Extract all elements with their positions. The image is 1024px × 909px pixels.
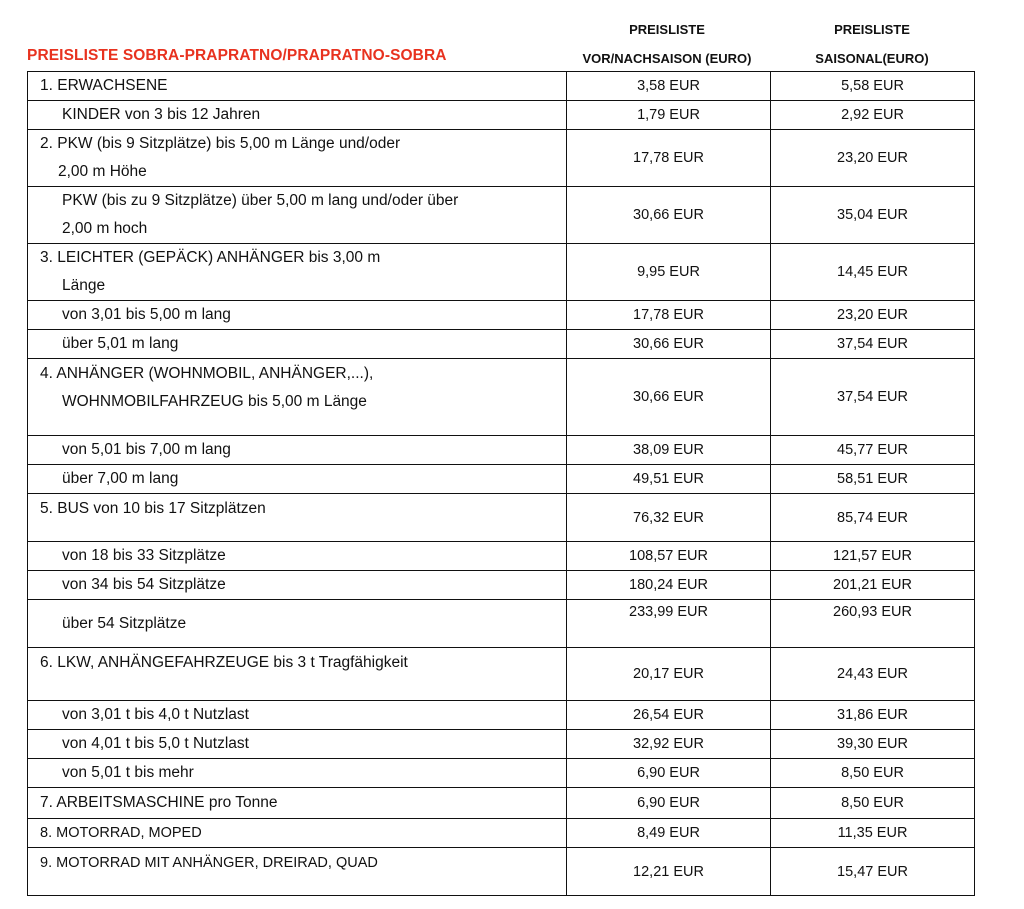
row-description-text: 4. ANHÄNGER (WOHNMOBIL, ANHÄNGER,...),: [40, 365, 374, 382]
price-season: 260,93 EUR: [771, 600, 975, 648]
page-title: PREISLISTE SOBRA-PRAPRATNO/PRAPRATNO-SOBRA: [27, 47, 447, 64]
row-description-text: 2. PKW (bis 9 Sitzplätze) bis 5,00 m Länge und/oder: [40, 135, 401, 152]
price-season: 45,77 EUR: [771, 436, 975, 465]
price-off-season: 76,32 EUR: [567, 494, 771, 542]
table-row: [28, 187, 975, 244]
price-off-season: 233,99 EUR: [567, 600, 771, 648]
price-off-season: 17,78 EUR: [567, 301, 771, 330]
table-row: [28, 494, 975, 542]
table-row: [28, 130, 975, 187]
row-description: [28, 848, 567, 896]
price-season: 58,51 EUR: [771, 465, 975, 494]
price-season: 31,86 EUR: [771, 701, 975, 730]
table-row: [28, 542, 975, 571]
price-off-season: 30,66 EUR: [567, 359, 771, 436]
row-description: [28, 600, 567, 648]
price-off-season: 49,51 EUR: [567, 465, 771, 494]
price-off-season: 17,78 EUR: [567, 130, 771, 187]
price-off-season: 26,54 EUR: [567, 701, 771, 730]
row-description-text: 1. ERWACHSENE: [40, 77, 168, 94]
price-season: 35,04 EUR: [771, 187, 975, 244]
table-row: [28, 436, 975, 465]
row-description-text: 7. ARBEITSMASCHINE pro Tonne: [40, 794, 278, 811]
row-description-text: PKW (bis zu 9 Sitzplätze) über 5,00 m lang und/oder über: [62, 192, 459, 209]
row-description: [28, 730, 567, 759]
row-description-text: von 5,01 bis 7,00 m lang: [62, 441, 231, 458]
table-row: [28, 788, 975, 819]
table-row: [28, 72, 975, 101]
table-row: [28, 465, 975, 494]
row-description: [28, 330, 567, 359]
price-season: 15,47 EUR: [771, 848, 975, 896]
row-description: [28, 130, 567, 187]
price-season: 24,43 EUR: [771, 648, 975, 701]
table-row: [28, 101, 975, 130]
row-description: [28, 187, 567, 244]
row-description: [28, 701, 567, 730]
price-season: 14,45 EUR: [771, 244, 975, 301]
row-description: [28, 359, 567, 436]
table-row: [28, 571, 975, 600]
price-season: 85,74 EUR: [771, 494, 975, 542]
table-row: [28, 819, 975, 848]
price-season: 39,30 EUR: [771, 730, 975, 759]
price-off-season: 3,58 EUR: [567, 72, 771, 101]
price-off-season: 6,90 EUR: [567, 788, 771, 819]
table-row: [28, 759, 975, 788]
row-description-continuation: Länge: [62, 277, 106, 294]
price-season: 121,57 EUR: [771, 542, 975, 571]
table-row: [28, 301, 975, 330]
row-description-text: 3. LEICHTER (GEPÄCK) ANHÄNGER bis 3,00 m: [40, 249, 381, 266]
row-description-continuation: WOHNMOBILFAHRZEUG bis 5,00 m Länge: [62, 393, 367, 410]
row-description: [28, 244, 567, 301]
row-description: [28, 819, 567, 848]
column-header-off-season-line-1: PREISLISTE: [629, 22, 705, 37]
table-row: [28, 848, 975, 896]
price-season: 11,35 EUR: [771, 819, 975, 848]
row-description: [28, 542, 567, 571]
price-season: 37,54 EUR: [771, 359, 975, 436]
row-description: [28, 759, 567, 788]
row-description-text: von 3,01 bis 5,00 m lang: [62, 306, 231, 323]
row-description: [28, 101, 567, 130]
row-description: [28, 301, 567, 330]
table-row: [28, 244, 975, 301]
row-description-text: KINDER von 3 bis 12 Jahren: [62, 106, 261, 123]
table-row: [28, 648, 975, 701]
row-description-text: 5. BUS von 10 bis 17 Sitzplätzen: [40, 500, 266, 517]
column-header-season: [770, 15, 974, 73]
row-description: [28, 648, 567, 701]
price-table: [27, 71, 975, 896]
table-row: [28, 600, 975, 648]
price-season: 23,20 EUR: [771, 130, 975, 187]
column-header-off-season-line-2: VOR/NACHSAISON (EURO): [582, 51, 752, 66]
row-description-text: über 5,01 m lang: [62, 335, 179, 352]
price-off-season: 9,95 EUR: [567, 244, 771, 301]
row-description-text: von 34 bis 54 Sitzplätze: [62, 576, 226, 593]
column-header-season-line-2: SAISONAL(EURO): [815, 51, 929, 66]
table-row: [28, 730, 975, 759]
price-season: 2,92 EUR: [771, 101, 975, 130]
row-description-text: von 18 bis 33 Sitzplätze: [62, 547, 226, 564]
row-description-continuation: 2,00 m Höhe: [58, 163, 147, 180]
price-season: 8,50 EUR: [771, 759, 975, 788]
row-description-text: von 5,01 t bis mehr: [62, 764, 194, 781]
price-season: 201,21 EUR: [771, 571, 975, 600]
price-season: 5,58 EUR: [771, 72, 975, 101]
row-description: [28, 465, 567, 494]
price-season: 8,50 EUR: [771, 788, 975, 819]
price-off-season: 8,49 EUR: [567, 819, 771, 848]
price-off-season: 30,66 EUR: [567, 330, 771, 359]
row-description-text: über 7,00 m lang: [62, 470, 179, 487]
row-description-text: von 4,01 t bis 5,0 t Nutzlast: [62, 735, 249, 752]
table-row: [28, 359, 975, 436]
price-off-season: 6,90 EUR: [567, 759, 771, 788]
price-off-season: 1,79 EUR: [567, 101, 771, 130]
row-description: [28, 571, 567, 600]
column-header-off-season: [566, 15, 768, 73]
row-description-text: 9. MOTORRAD MIT ANHÄNGER, DREIRAD, QUAD: [40, 855, 378, 871]
table-row: [28, 330, 975, 359]
row-description: [28, 72, 567, 101]
price-off-season: 180,24 EUR: [567, 571, 771, 600]
price-off-season: 38,09 EUR: [567, 436, 771, 465]
row-description: [28, 494, 567, 542]
row-description-text: 6. LKW, ANHÄNGEFAHRZEUGE bis 3 t Tragfähigkeit: [40, 654, 408, 671]
price-season: 37,54 EUR: [771, 330, 975, 359]
table-row: [28, 701, 975, 730]
row-description-text: über 54 Sitzplätze: [62, 614, 187, 632]
price-off-season: 32,92 EUR: [567, 730, 771, 759]
row-description: [28, 436, 567, 465]
row-description-text: 8. MOTORRAD, MOPED: [40, 825, 202, 841]
price-off-season: 30,66 EUR: [567, 187, 771, 244]
price-off-season: 108,57 EUR: [567, 542, 771, 571]
column-header-season-line-1: PREISLISTE: [834, 22, 910, 37]
price-season: 23,20 EUR: [771, 301, 975, 330]
price-off-season: 12,21 EUR: [567, 848, 771, 896]
price-off-season: 20,17 EUR: [567, 648, 771, 701]
row-description-continuation: 2,00 m hoch: [62, 220, 148, 237]
row-description-text: von 3,01 t bis 4,0 t Nutzlast: [62, 706, 249, 723]
row-description: [28, 788, 567, 819]
